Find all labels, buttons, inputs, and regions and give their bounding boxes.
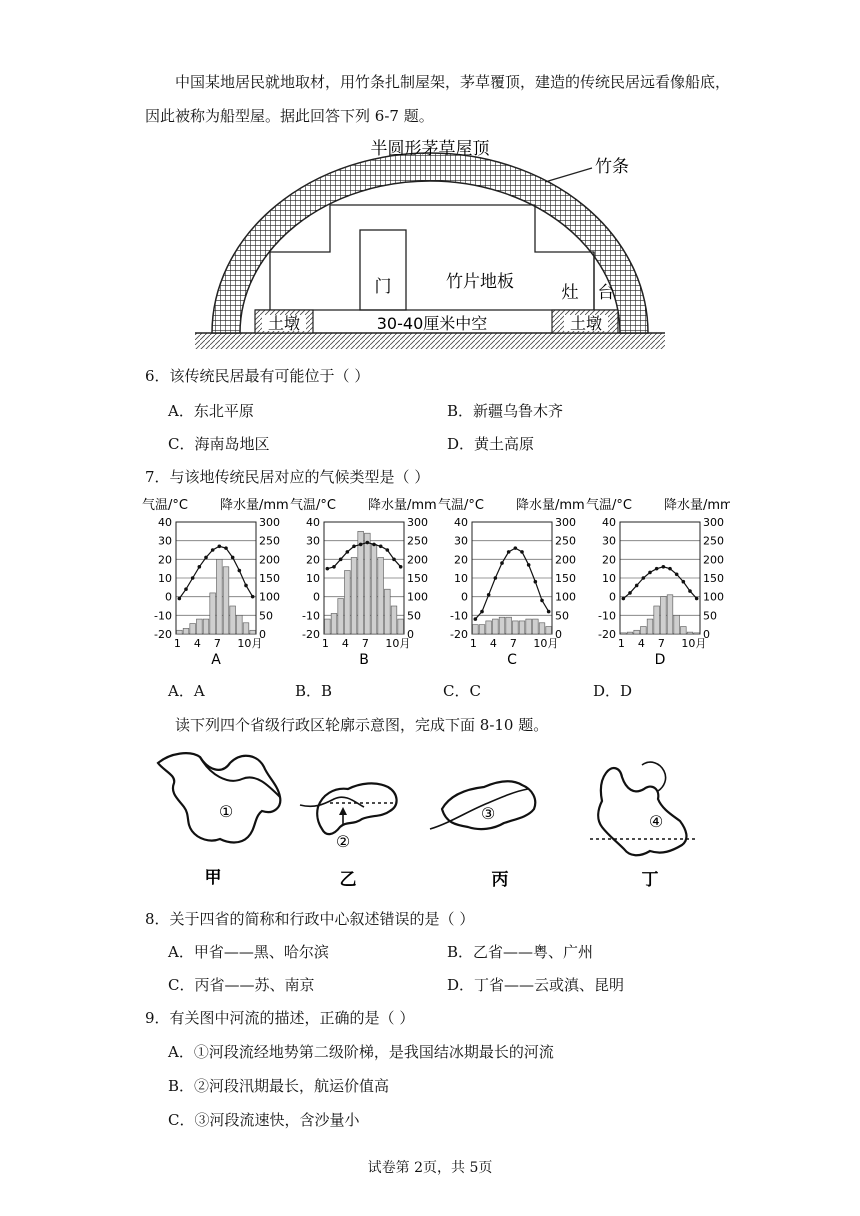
chart-D-temp-tick: -20 (598, 628, 616, 641)
chart-D-prec-tick: 100 (703, 590, 724, 604)
chart-C-temp-point (514, 546, 518, 550)
ground (195, 333, 665, 349)
chart-D-precip-bar (621, 633, 627, 634)
pier-left-label: 土墩 (267, 314, 301, 333)
chart-D-temp-point (628, 591, 632, 595)
chart-A-precip-bar (230, 606, 236, 634)
chart-A-month-tick: 10月 (237, 637, 263, 650)
chart-D-temp-point (668, 567, 672, 571)
chart-D-precip-bar (634, 630, 640, 634)
chart-C-precip-bar (473, 625, 479, 634)
chart-B-temp-line (327, 543, 400, 569)
chart-B-prec-tick: 150 (407, 572, 428, 585)
chart-D-temp-tick: 30 (602, 534, 616, 548)
province-jia-number: ① (218, 802, 234, 821)
chart-C-prec-tick: 300 (555, 516, 576, 529)
chart-C-precip-bar (499, 617, 505, 634)
chart-D-temp-point (688, 589, 692, 593)
chart-C-temp-point (480, 610, 484, 614)
chart-B-temp-tick: -10 (302, 609, 320, 623)
chart-B-prec-tick: 300 (407, 516, 428, 529)
chart-C-precip-bar (493, 619, 499, 634)
province-outlines (150, 745, 730, 895)
chart-A-temp-tick: 40 (158, 516, 172, 529)
province-ding-number: ④ (648, 812, 664, 831)
q6-stem: 6．该传统民居最有可能位于（ ） (145, 367, 370, 385)
chart-A-precip-bar (243, 623, 249, 634)
chart-D-temp-label: 气温/°C (586, 498, 632, 513)
chart-A-temp-point (251, 595, 255, 599)
chart-C-temp-tick: 40 (454, 516, 468, 529)
q6-option-a: A．东北平原 (168, 402, 254, 420)
chart-C-temp-label: 气温/°C (438, 498, 484, 513)
chart-C-precip-bar (506, 617, 512, 634)
chart-D-prec-tick: 150 (703, 572, 724, 585)
province-bing (430, 781, 535, 890)
chart-D-temp-tick: 40 (602, 516, 616, 529)
chart-C-month-tick: 10月 (533, 637, 559, 650)
chart-D-temp-point (622, 597, 626, 601)
chart-A-temp-label: 气温/°C (142, 498, 188, 513)
intro-line-2: 因此被称为船型屋。据此回答下列 6-7 题。 (145, 107, 434, 125)
chart-C-title: C (507, 652, 517, 668)
roof-label: 半圆形茅草屋顶 (370, 139, 490, 159)
q8-stem: 8．关于四省的简称和行政中心叙述错误的是（ ） (145, 910, 475, 928)
intro2: 读下列四个省级行政区轮廓示意图，完成下面 8-10 题。 (175, 716, 549, 734)
pier-right-label: 土墩 (569, 314, 603, 333)
chart-B-title: B (359, 652, 369, 668)
q8-option-a: A．甲省——黑、哈尔滨 (168, 943, 329, 961)
bamboo-label: 竹条 (595, 157, 629, 177)
chart-B-precip-bar (351, 557, 357, 634)
chart-C-temp-point (547, 610, 551, 614)
chart-B-temp-point (386, 548, 390, 552)
chart-A-temp-point (211, 548, 215, 552)
chart-D-temp-tick: 10 (602, 572, 616, 585)
chart-C-temp-point (487, 593, 491, 597)
chart-B-precip-bar (331, 613, 337, 634)
chart-B-precip-bar (365, 533, 371, 634)
chart-A-prec-tick: 0 (259, 628, 266, 641)
chart-C-precip-bar (479, 625, 485, 634)
chart-B-precip-bar (391, 606, 397, 634)
chart-C-temp-tick: -10 (450, 609, 468, 623)
chart-B-temp-point (332, 565, 336, 569)
q7-option-d: D．D (593, 682, 633, 700)
chart-A-temp-tick: -10 (154, 609, 172, 623)
q6-option-c: C．海南岛地区 (168, 435, 270, 453)
chart-B-month-tick: 4 (341, 637, 349, 650)
chart-B-prec-tick: 200 (407, 553, 428, 567)
chart-C-precip-bar (533, 619, 539, 634)
chart-B-temp-label: 气温/°C (290, 498, 336, 513)
q7-option-c: C．C (443, 682, 481, 700)
chart-B-precip-bar (358, 531, 364, 634)
q7-option-b: B．B (295, 682, 333, 700)
chart-B-temp-tick: 10 (306, 572, 320, 585)
chart-B-precip-bar (371, 544, 377, 634)
chart-B-temp-point (372, 543, 376, 547)
chart-B-precip-bar (338, 599, 344, 634)
chart-B-temp-tick: 0 (313, 590, 320, 604)
chart-C-temp-tick: 20 (454, 553, 468, 567)
chart-A-prec-tick: 300 (259, 516, 280, 529)
door (360, 230, 406, 310)
hollow-label: 30-40厘米中空 (376, 314, 488, 333)
chart-C-precip-bar (513, 621, 519, 634)
chart-A-title: A (211, 652, 221, 668)
province-jia-name: 甲 (204, 868, 222, 888)
floor-label: 竹片地板 (446, 272, 514, 292)
chart-A-precip-bar (183, 628, 189, 634)
chart-A-precip-bar (223, 567, 229, 634)
chart-C-prec-tick: 50 (555, 609, 569, 623)
chart-D-temp-tick: 20 (602, 553, 616, 567)
chart-D-precip-bar (661, 597, 667, 634)
chart-A-temp-tick: 0 (165, 590, 172, 604)
chart-B-temp-point (346, 550, 350, 554)
chart-D-prec-tick: 50 (703, 609, 717, 623)
chart-B-month-tick: 10月 (385, 637, 411, 650)
chart-C-temp-point (520, 550, 524, 554)
boat-house-diagram (190, 130, 670, 355)
chart-B-temp-point (339, 558, 343, 562)
chart-A-temp-tick: 20 (158, 553, 172, 567)
chart-A-precip-bar (203, 619, 209, 634)
chart-A-precip-bar (177, 630, 183, 634)
chart-D-precip-bar (647, 619, 653, 634)
chart-A-temp-point (178, 597, 182, 601)
q9-option-a: A．①河段流经地势第二级阶梯，是我国结冰期最长的河流 (168, 1043, 554, 1061)
thatch-roof (212, 153, 648, 333)
chart-B-precip-bar (325, 619, 331, 634)
chart-D-prec-tick: 300 (703, 516, 724, 529)
q9-stem: 9．有关图中河流的描述，正确的是（ ） (145, 1009, 415, 1027)
chart-D-prec-tick: 200 (703, 553, 724, 567)
chart-A-temp-point (218, 544, 222, 548)
q6-option-b: B．新疆乌鲁木齐 (447, 402, 564, 420)
climate-charts-svg (140, 495, 730, 670)
chart-C-temp-tick: 30 (454, 534, 468, 548)
province-yi-name: 乙 (339, 870, 357, 890)
chart-D-temp-point (648, 571, 652, 575)
chart-D-prec-tick: 0 (703, 628, 710, 641)
chart-A-prec-label: 降水量/mm (220, 498, 289, 513)
chart-C-temp-point (534, 580, 538, 584)
chart-A-precip-bar (237, 615, 243, 634)
chart-C-month-tick: 7 (509, 637, 517, 650)
chart-A-temp-tick: 30 (158, 534, 172, 548)
chart-C-temp-point (494, 576, 498, 580)
chart-A-precip-bar (217, 559, 223, 634)
chart-C-prec-tick: 250 (555, 534, 576, 548)
chart-B-temp-point (359, 543, 363, 547)
chart-C-prec-label: 降水量/mm (516, 498, 585, 513)
chart-A-temp-point (244, 584, 248, 588)
platform-label: 台 (597, 283, 615, 303)
climate-charts (140, 495, 730, 670)
chart-B-month-tick: 1 (321, 637, 329, 650)
chart-C-precip-bar (519, 621, 525, 634)
chart-C-month-tick: 4 (489, 637, 497, 650)
chart-C-temp-point (500, 561, 504, 565)
chart-B-temp-point (366, 541, 370, 545)
chart-A-prec-tick: 200 (259, 553, 280, 567)
chart-D-temp-point (695, 597, 699, 601)
door-label: 门 (374, 277, 392, 297)
q7-option-a: A．A (168, 682, 205, 700)
chart-B-temp-tick: 40 (306, 516, 320, 529)
chart-A-prec-tick: 250 (259, 534, 280, 548)
chart-D-temp-tick: 0 (609, 590, 616, 604)
intro-line-1: 中国某地居民就地取材，用竹条扎制屋架，茅草覆顶，建造的传统民居远看像船底， (175, 73, 731, 91)
chart-B-precip-bar (378, 557, 384, 634)
q6-option-d: D．黄土高原 (447, 435, 535, 453)
stove-label: 灶 (561, 283, 579, 303)
q8-option-d: D．丁省——云或滇、昆明 (447, 976, 625, 994)
chart-D-precip-bar (654, 606, 660, 634)
province-yi (300, 783, 397, 890)
chart-C-temp-point (507, 550, 511, 554)
chart-A-precip-bar (250, 630, 256, 634)
chart-B-prec-tick: 250 (407, 534, 428, 548)
chart-A-temp-point (184, 587, 188, 591)
q8-option-c: C．丙省——苏、南京 (168, 976, 315, 994)
chart-B-month-tick: 7 (361, 637, 369, 650)
chart-C-precip-bar (526, 619, 532, 634)
province-ding (590, 762, 698, 890)
chart-C-temp-point (527, 563, 531, 567)
chart-D-precip-bar (667, 595, 673, 634)
chart-B-prec-label: 降水量/mm (368, 498, 437, 513)
chart-D-precip-bar (641, 627, 647, 634)
chart-B-temp-point (399, 565, 403, 569)
chart-C-month-tick: 1 (469, 637, 477, 650)
bamboo-leader (545, 168, 592, 182)
chart-C-prec-tick: 100 (555, 590, 576, 604)
chart-C-temp-point (474, 617, 478, 621)
chart-B-precip-bar (398, 619, 404, 634)
chart-A-temp-point (191, 576, 195, 580)
chart-D-temp-point (635, 584, 639, 588)
chart-A-month-tick: 7 (213, 637, 221, 650)
chart-A-prec-tick: 150 (259, 572, 280, 585)
province-ding-name: 丁 (641, 870, 659, 890)
chart-C-temp-tick: 0 (461, 590, 468, 604)
interior-outline (270, 205, 594, 310)
chart-C-precip-bar (546, 627, 552, 634)
chart-D-precip-bar (627, 632, 633, 634)
chart-C-prec-tick: 200 (555, 553, 576, 567)
chart-C-temp-point (540, 599, 544, 603)
q7-stem: 7．与该地传统民居对应的气候类型是（ ） (145, 468, 430, 486)
chart-D-prec-label: 降水量/mm (664, 498, 730, 513)
chart-D-temp-point (642, 576, 646, 580)
chart-A-month-tick: 4 (193, 637, 201, 650)
province-yi-number: ② (335, 832, 351, 851)
chart-A-temp-point (238, 569, 242, 573)
chart-D-temp-line (623, 567, 696, 599)
chart-A-precip-bar (210, 593, 216, 634)
chart-B-prec-tick: 100 (407, 590, 428, 604)
chart-B-temp-tick: -20 (302, 628, 320, 641)
province-jia (158, 753, 280, 888)
chart-A-prec-tick: 50 (259, 609, 273, 623)
province-bing-name: 丙 (491, 870, 509, 890)
chart-B-temp-point (326, 567, 330, 571)
chart-D-precip-bar (687, 632, 693, 634)
chart-B-temp-point (392, 558, 396, 562)
chart-D-temp-point (662, 565, 666, 569)
chart-D-month-tick: 1 (617, 637, 625, 650)
chart-A-temp-line (179, 546, 252, 598)
chart-D-month-tick: 10月 (681, 637, 707, 650)
chart-C-prec-tick: 0 (555, 628, 562, 641)
chart-A-temp-point (198, 565, 202, 569)
chart-C-temp-tick: 10 (454, 572, 468, 585)
chart-A-month-tick: 1 (173, 637, 181, 650)
chart-B-precip-bar (385, 589, 391, 634)
chart-A-temp-tick: -20 (154, 628, 172, 641)
chart-A-temp-point (204, 556, 208, 560)
chart-C-temp-line (475, 548, 548, 619)
chart-C-temp-tick: -20 (450, 628, 468, 641)
chart-C-precip-bar (539, 623, 545, 634)
chart-D-temp-point (655, 567, 659, 571)
chart-B-temp-tick: 20 (306, 553, 320, 567)
chart-B-temp-point (352, 544, 356, 548)
chart-A-precip-bar (190, 624, 196, 634)
chart-B-temp-tick: 30 (306, 534, 320, 548)
chart-B-prec-tick: 0 (407, 628, 414, 641)
chart-D-precip-bar (681, 627, 687, 634)
chart-A-prec-tick: 100 (259, 590, 280, 604)
chart-D-precip-bar (674, 615, 680, 634)
chart-C-prec-tick: 150 (555, 572, 576, 585)
chart-A-temp-point (231, 556, 235, 560)
q9-option-c: C．③河段流速快，含沙量小 (168, 1111, 360, 1129)
chart-A-precip-bar (197, 619, 203, 634)
chart-D-temp-point (675, 572, 679, 576)
chart-B-temp-point (379, 544, 383, 548)
province-bing-number: ③ (480, 804, 496, 823)
q8-option-b: B．乙省——粤、广州 (447, 943, 594, 961)
chart-A-temp-point (224, 546, 228, 550)
q9-option-b: B．②河段汛期最长，航运价值高 (168, 1077, 390, 1095)
chart-A-temp-tick: 10 (158, 572, 172, 585)
chart-D-precip-bar (694, 633, 700, 634)
chart-D-prec-tick: 250 (703, 534, 724, 548)
chart-D-month-tick: 7 (657, 637, 665, 650)
chart-C-precip-bar (486, 621, 492, 634)
chart-B-prec-tick: 50 (407, 609, 421, 623)
page-footer: 试卷第 2页，共 5页 (367, 1160, 493, 1176)
chart-D-month-tick: 4 (637, 637, 645, 650)
chart-B-precip-bar (345, 571, 351, 634)
chart-D-temp-tick: -10 (598, 609, 616, 623)
chart-D-title: D (654, 652, 666, 668)
chart-D-temp-point (682, 580, 686, 584)
